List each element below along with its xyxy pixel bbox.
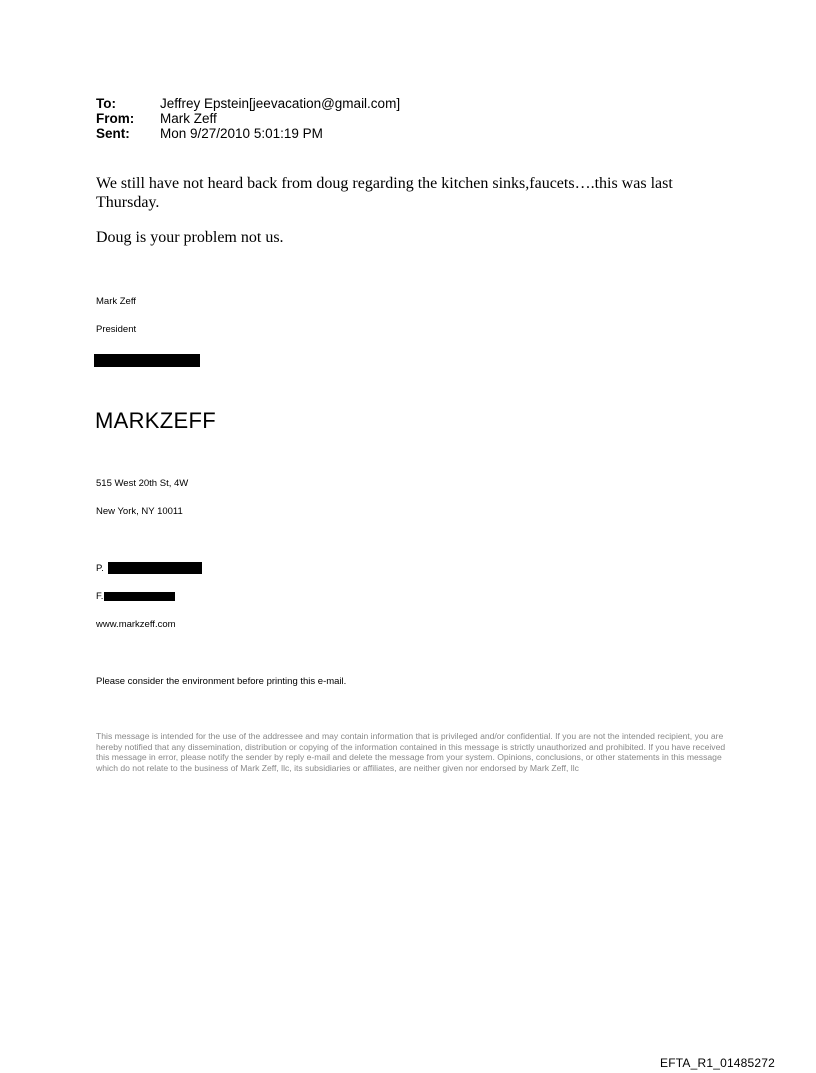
body-paragraph-1: We still have not heard back from doug regarding the kitchen sinks,faucets….this was last Thursday.	[96, 175, 673, 211]
address-line-1: 515 West 20th St, 4W	[96, 478, 189, 489]
fax-redaction-bar	[104, 592, 175, 601]
sent-label: Sent:	[96, 126, 130, 141]
from-label: From:	[96, 111, 135, 126]
email-header	[96, 96, 400, 141]
from-row	[96, 111, 400, 126]
legal-disclaimer: This message is intended for the use of the addressee and may contain information that is privileged and/or confidential. If you are not the intended recipient, you are hereby notified that any dissemination, distribution or copying of the information contained in this message is strictly unauthorized and prohibited. If you have received this message in error, please notify the sender by reply e-mail and delete the message from your system. Opinions, conclusions, or other statements in this message which do not relate to the business of Mark Zeff, llc, its subsidiaries or affiliates, are neither given nor endorsed by Mark Zeff, llc	[96, 731, 726, 773]
to-label: To:	[96, 96, 116, 111]
phone-label: P.	[96, 563, 104, 574]
environment-note: Please consider the environment before printing this e-mail.	[96, 676, 347, 687]
to-row	[96, 96, 400, 111]
company-logo: MARKZEFF	[95, 408, 216, 433]
address-line-2: New York, NY 10011	[96, 506, 183, 517]
website-link[interactable]: www.markzeff.com	[96, 619, 176, 630]
phone-redaction-bar	[108, 562, 202, 574]
signature-title: President	[96, 324, 137, 335]
redaction-bar	[94, 354, 200, 367]
from-value: Mark Zeff	[160, 111, 217, 126]
sent-value: Mon 9/27/2010 5:01:19 PM	[160, 126, 323, 141]
document-id: EFTA_R1_01485272	[660, 1056, 776, 1070]
body-paragraph-2: Doug is your problem not us.	[96, 229, 284, 246]
sent-row	[96, 126, 400, 141]
signature-name: Mark Zeff	[96, 296, 136, 307]
to-value: Jeffrey Epstein[jeevacation@gmail.com]	[160, 96, 401, 111]
fax-label: F.	[96, 591, 104, 602]
